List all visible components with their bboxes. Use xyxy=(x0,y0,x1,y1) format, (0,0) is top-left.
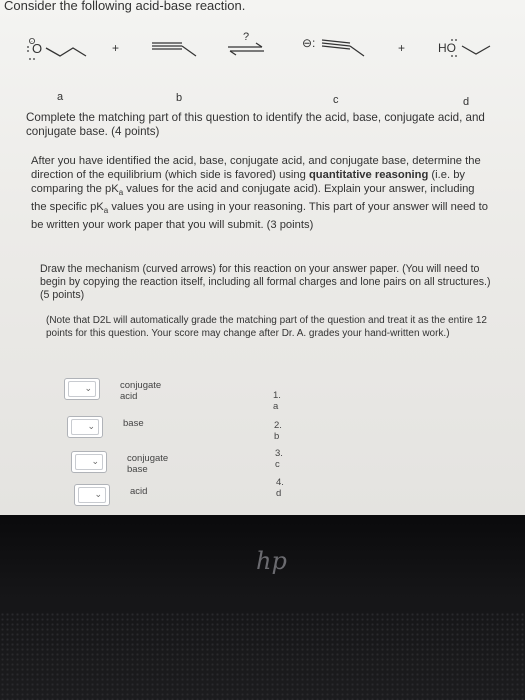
choice-3: 3. c xyxy=(275,448,283,470)
hp-logo: hp xyxy=(256,547,287,575)
match-label-base: base xyxy=(123,418,144,429)
choice-2: 2. b xyxy=(274,420,282,442)
label-a: a xyxy=(57,91,64,103)
match-label-acid: acid xyxy=(130,486,148,497)
label-c: c xyxy=(333,94,339,106)
arrow-label: ? xyxy=(243,31,250,43)
label-d: d xyxy=(463,96,470,108)
chevron-down-icon: ⌄ xyxy=(84,383,92,393)
structure-a xyxy=(46,48,86,56)
equilibrium-arrow xyxy=(228,43,264,55)
reaction-scheme xyxy=(0,12,525,112)
choice-1: 1. a xyxy=(273,390,281,412)
ho-label-d: HO xyxy=(438,41,456,55)
question-title: Consider the following acid-base reaction. xyxy=(4,0,246,13)
select-conjugate-acid[interactable] xyxy=(64,378,100,400)
question-part-1: Complete the matching part of this question to identify the acid, base, conjugate acid, and conjugate base. (4 points) xyxy=(26,111,485,138)
select-acid[interactable] xyxy=(74,484,110,506)
chevron-down-icon: ⌄ xyxy=(87,421,95,431)
plus-1: + xyxy=(112,41,120,55)
chevron-down-icon: ⌄ xyxy=(94,489,102,499)
question-part-4: (Note that D2L will automatically grade the matching part of the question and treat it as the entire 12 points for this question. Your score may change after Dr. A. grades your hand-written work.) xyxy=(46,315,487,339)
structure-b xyxy=(152,43,196,56)
svg-text:−: − xyxy=(30,39,33,44)
structure-d xyxy=(462,46,490,54)
plus-2: + xyxy=(398,41,406,55)
question-part-3: Draw the mechanism (curved arrows) for this reaction on your answer paper. (You will need to begin by copying the reaction itself, including all formal charges and lone pairs on all structures.) (5 points) xyxy=(40,263,491,301)
structure-c xyxy=(322,40,364,56)
chevron-down-icon: ⌄ xyxy=(91,456,99,466)
o-label-a: O xyxy=(32,41,43,56)
match-label-conjugate-base: conjugate base xyxy=(127,453,169,475)
speaker-grille xyxy=(0,612,525,700)
c-anion-symbol: ⊖: xyxy=(302,36,316,50)
choice-4: 4. d xyxy=(276,477,284,499)
question-part-2: After you have identified the acid, base, conjugate acid, and conjugate base, determine the direction of the equilibrium (which side is favored) using quantitative reasoning (i.e. by comparing the $pK_a$ values for the acid and conjugate acid). Explain your answer, including the specific $pK_a$ values you are using in your reasoning. This part of your answer will need to be written your work paper that you will submit. (3 points) xyxy=(31,155,488,232)
label-b: b xyxy=(176,92,183,104)
match-label-conjugate-acid: conjugate acid xyxy=(120,380,162,402)
select-conjugate-base[interactable] xyxy=(71,451,107,473)
select-base[interactable] xyxy=(67,416,103,438)
